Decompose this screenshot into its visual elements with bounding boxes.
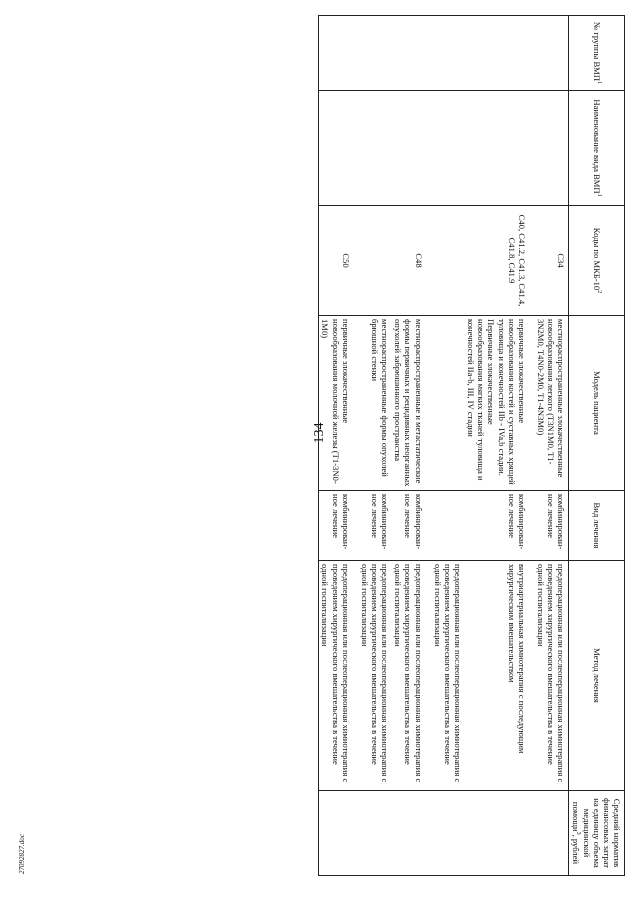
header-patient-model: Модель пациента [569, 316, 625, 491]
document-filename: 27092827.doc [18, 834, 26, 874]
treatment-table [318, 15, 625, 876]
patient-model-cell: местнораспространенные формы опухолей брюшной стенки [359, 316, 392, 491]
treatment-kind-cell: комбинирован-ное лечение [535, 491, 569, 561]
header-vmp-name: Наименование вида ВМП$^1$ [569, 91, 625, 206]
icd-code-cell [432, 206, 465, 316]
treatment-method-cell: предоперационная или послеоперационная химиотерапия с проведением хирургического вмешательства в течение одной госпитализации [359, 561, 392, 791]
table-row [535, 16, 569, 876]
patient-model-cell [432, 316, 465, 491]
treatment-kind-cell: комбинирован-ное лечение [359, 491, 392, 561]
patient-model-cell: местнораспространенные злокачественные новообразования легкого (T3N1M0, T1-3N2M0, T4N0-2M0, T1-4N3M0) [535, 316, 569, 491]
table-row [465, 16, 535, 876]
treatment-kind-cell [432, 491, 465, 561]
icd-code-cell: C40, C41.2, C41.3, C41.4, C41.8, C41.9 [465, 206, 535, 316]
rotated-table-container [90, 15, 625, 875]
table-row [432, 16, 465, 876]
header-icd-codes: Коды по МКБ-$10^2$ [569, 206, 625, 316]
treatment-method-cell: предоперационная или послеоперационная химиотерапия с проведением хирургического вмешательства в течение одной госпитализации [432, 561, 465, 791]
header-treatment-method: Метод лечения [569, 561, 625, 791]
treatment-kind-cell: комбинирован-ное лечение [319, 491, 359, 561]
table-row [392, 16, 431, 876]
treatment-method-cell: предоперационная или послеоперационная химиотерапия с проведением хирургического вмешательства в течение одной госпитализации [319, 561, 359, 791]
header-cost-norm: Средний норматив финансовых затрат на единицу объема медицинской помощи$^3$, рублей [569, 791, 625, 876]
table-row [359, 16, 392, 876]
treatment-method-cell: внутриартериальная химиотерапия с последующим хирургическим вмешательством [465, 561, 535, 791]
icd-code-cell: C48 [392, 206, 431, 316]
page-number: 134 [312, 422, 327, 444]
table-header-row [569, 16, 625, 876]
treatment-method-cell: предоперационная или послеоперационная химиотерапия с проведением хирургического вмешательства в течение одной госпитализации [535, 561, 569, 791]
patient-model-cell: первичные злокачественные новообразования молочной железы (T1-3N0-1M0) [319, 316, 359, 491]
treatment-kind-cell: комбинирован-ное лечение [392, 491, 431, 561]
treatment-method-cell: предоперационная или послеоперационная химиотерапия с проведением хирургического вмешательства в течение одной госпитализации [392, 561, 431, 791]
header-group-number: № группы ВМП$^1$ [569, 16, 625, 91]
patient-model-cell: местнораспространенные и метастатические формы первичных и рецидивных неорганных опухолей забрюшинного пространства [392, 316, 431, 491]
icd-code-cell: C34 [535, 206, 569, 316]
treatment-kind-cell: комбинирован-ное лечение [465, 491, 535, 561]
table-row [319, 16, 359, 876]
icd-code-cell [359, 206, 392, 316]
patient-model-cell: первичные злокачественные новообразования костей и суставных хрящей туловища и конечностей IIb - IVa,b стадии. Первичные злокачественные новообразования мягких тканей туловища и конечностей IIa-b, III, IV стадии [465, 316, 535, 491]
icd-code-cell: C50 [319, 206, 359, 316]
header-treatment-kind: Вид лечения [569, 491, 625, 561]
